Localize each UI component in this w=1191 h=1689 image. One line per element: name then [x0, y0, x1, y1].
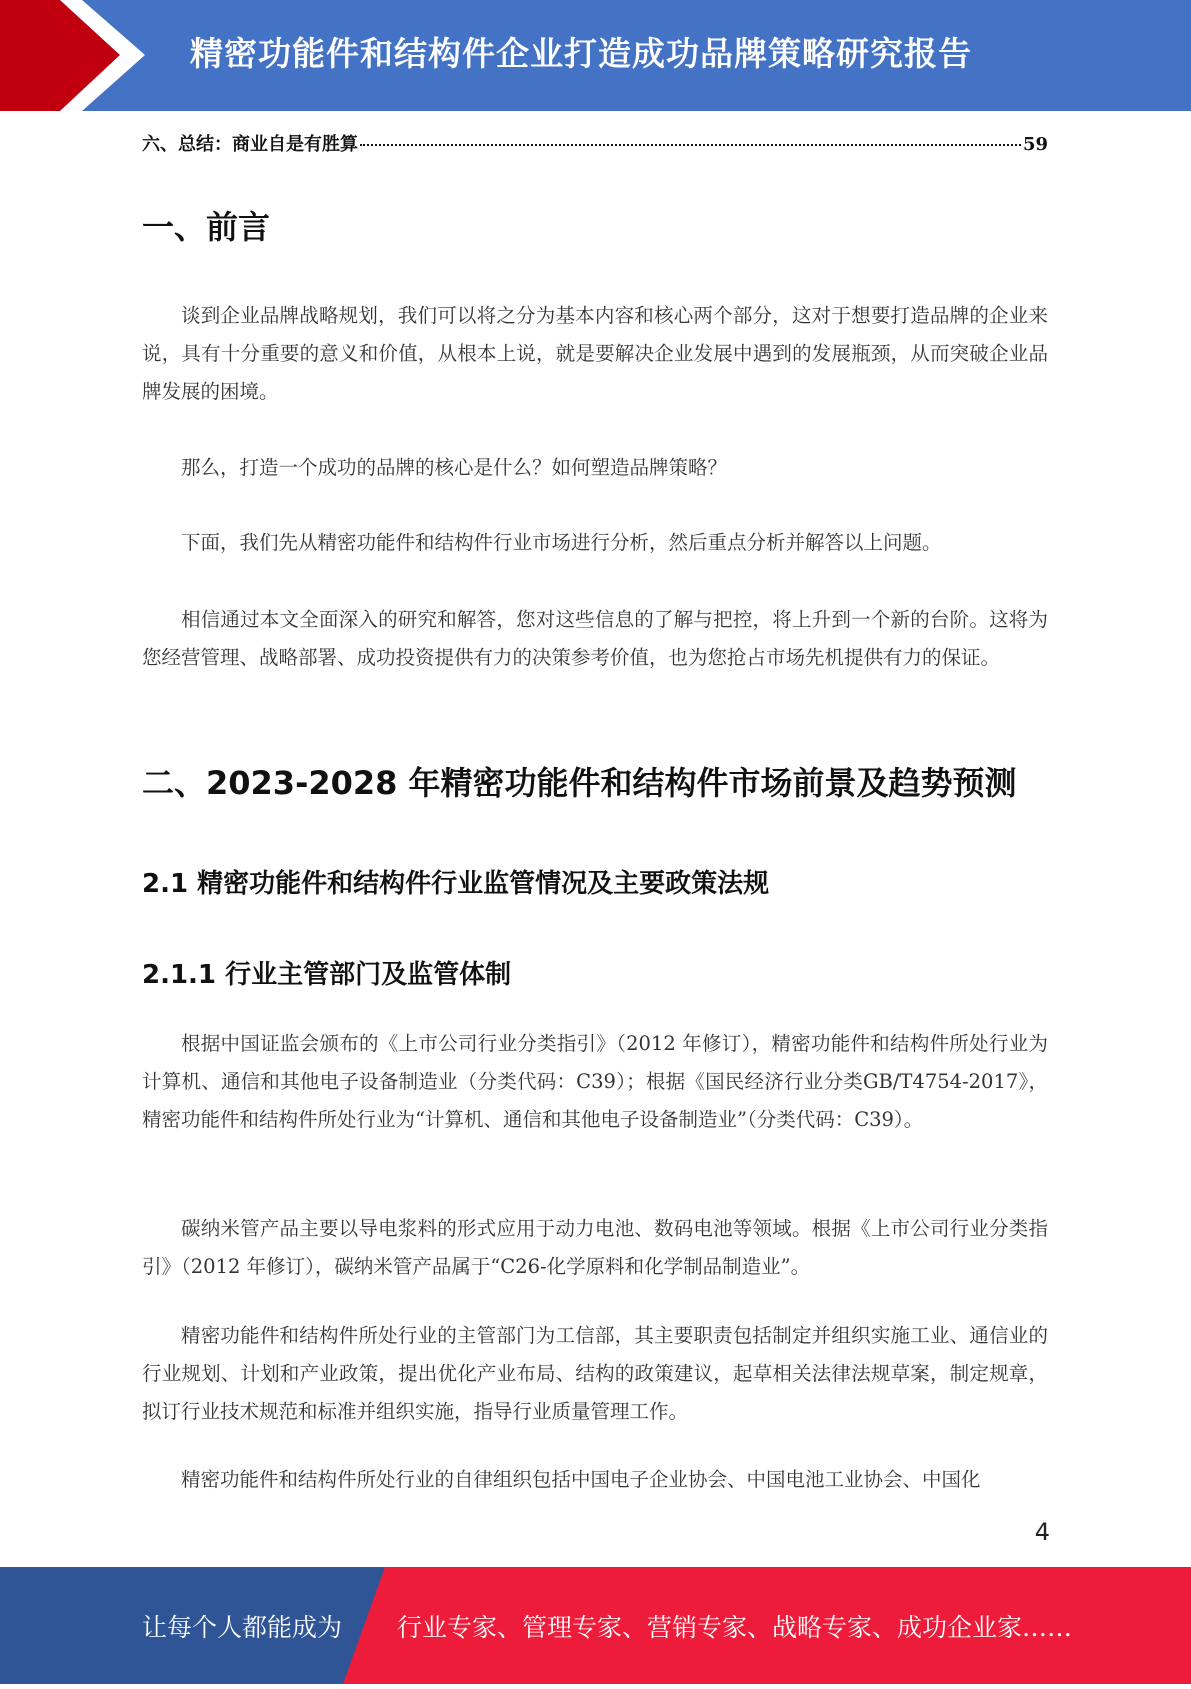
page-number: 4: [1034, 1518, 1050, 1546]
subsubsection-heading-authorities: 2.1.1 行业主管部门及监管体制: [142, 960, 512, 990]
paragraph: 下面，我们先从精密功能件和结构件行业市场进行分析，然后重点分析并解答以上问题。: [181, 531, 942, 554]
section-heading-preface: 一、前言: [142, 208, 271, 246]
footer-slogan-right: 行业专家、管理专家、营销专家、战略专家、成功企业家……: [397, 1613, 1073, 1642]
paragraph: 谈到企业品牌战略规划，我们可以将之分为基本内容和核心两个部分，这对于想要打造品牌的企业来说，具有十分重要的意义和价值，从根本上说，就是要解决企业发展中遇到的发展瓶颈，从而突破企业品牌发展的困境。: [142, 304, 1048, 403]
paragraph: 相信通过本文全面深入的研究和解答，您对这些信息的了解与把控，将上升到一个新的台阶。这将为您经营管理、战略部署、成功投资提供有力的决策参考价值，也为您抢占市场先机提供有力的保证。: [142, 608, 1048, 669]
toc-entry-label: 六、总结：商业自是有胜算: [142, 134, 358, 155]
subsection-heading-regulation: 2.1 精密功能件和结构件行业监管情况及主要政策法规: [142, 869, 770, 899]
paragraph: 精密功能件和结构件所处行业的自律组织包括中国电子企业协会、中国电池工业协会、中国化: [181, 1468, 981, 1491]
header-arrow-decoration: [0, 0, 160, 111]
paragraph: 那么，打造一个成功的品牌的核心是什么？如何塑造品牌策略？: [181, 456, 728, 479]
toc-entry[interactable]: [142, 130, 1048, 160]
footer-banner: [0, 1567, 1191, 1684]
toc-entry-page: 59: [1022, 134, 1048, 155]
footer-slogan-left: 让每个人都能成为: [142, 1613, 343, 1642]
paragraph: 根据中国证监会颁布的《上市公司行业分类指引》（2012 年修订），精密功能件和结构件所处行业为计算机、通信和其他电子设备制造业（分类代码：C39）；根据《国民经济行业分类GB/T4754-2017》，精密功能件和结构件所处行业为“计算机、通信和其他电子设备制造业”（分类代码：C39）。: [142, 1032, 1048, 1131]
paragraph: 精密功能件和结构件所处行业的主管部门为工信部，其主要职责包括制定并组织实施工业、通信业的行业规划、计划和产业政策，提出优化产业布局、结构的政策建议，起草相关法律法规草案，制定规章，拟订行业技术规范和标准并组织实施，指导行业质量管理工作。: [142, 1324, 1048, 1423]
document-title: 精密功能件和结构件企业打造成功品牌策略研究报告: [190, 34, 972, 73]
section-heading-market-outlook: 二、2023-2028 年精密功能件和结构件市场前景及趋势预测: [142, 764, 1017, 802]
header-bar: [0, 0, 1191, 111]
paragraph: 碳纳米管产品主要以导电浆料的形式应用于动力电池、数码电池等领域。根据《上市公司行业分类指引》（2012 年修订），碳纳米管产品属于“C26-化学原料和化学制品制造业”。: [142, 1217, 1048, 1278]
toc-leader-dots: [360, 144, 1021, 146]
